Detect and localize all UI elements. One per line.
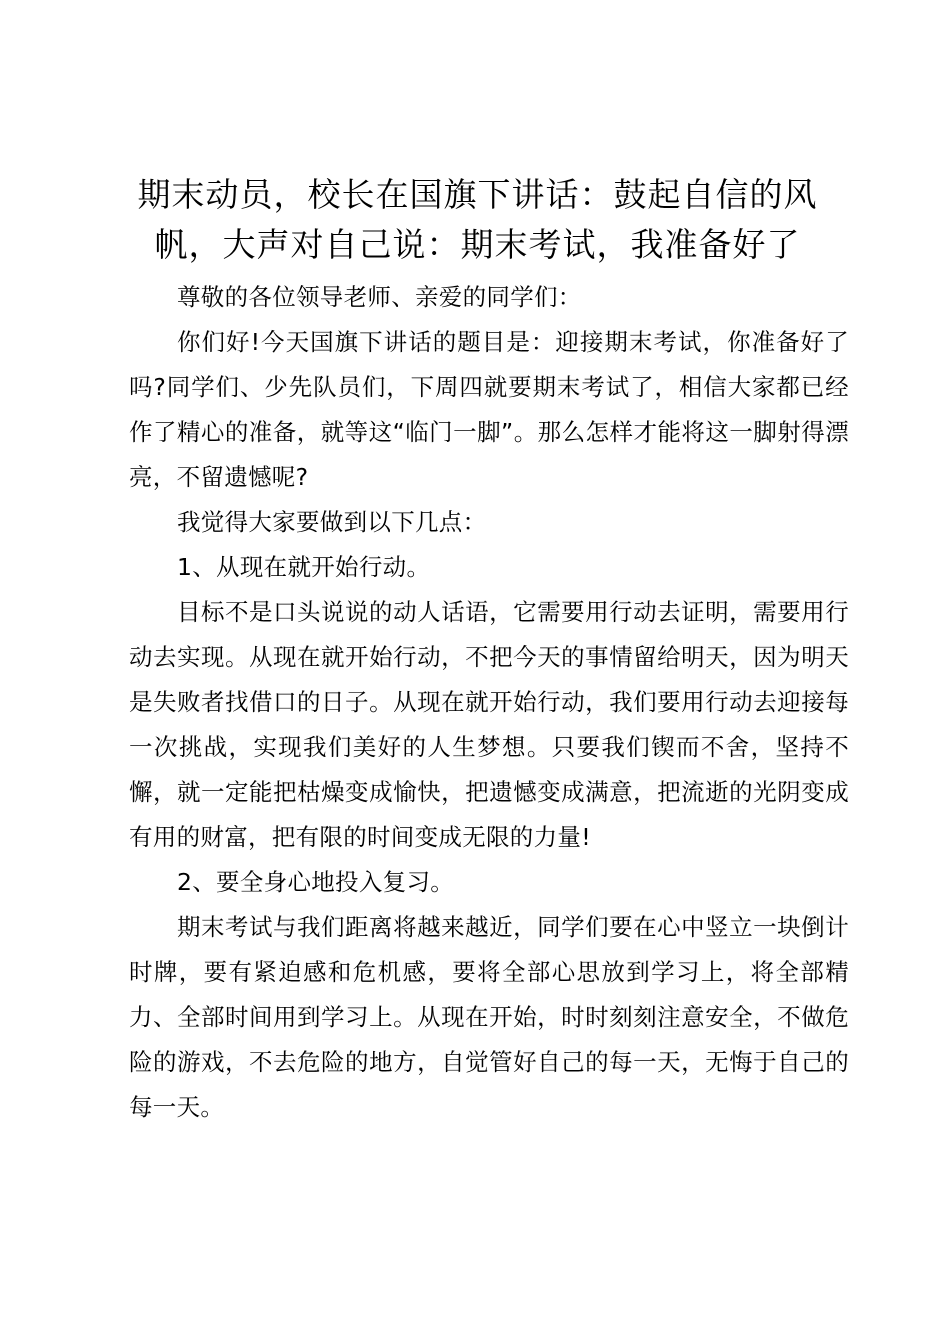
- paragraph-points-lead: 我觉得大家要做到以下几点：: [177, 508, 487, 536]
- document-body: [129, 275, 849, 1130]
- point-heading-2: 2、要全身心地投入复习。: [177, 868, 455, 896]
- paragraph-point-1: 目标不是口头说说的动人话语，它需要用行动去证明，需要用行动去实现。从现在就开始行动，不把今天的事情留给明天，因为明天是失败者找借口的日子。从现在就开始行动，我们要用行动去迎接每一次挑战，实现我们美好的人生梦想。只要我们锲而不舍，坚持不懈，就一定能把枯燥变成愉快，把遗憾变成满意，把流逝的光阴变成有用的财富，把有限的时间变成无限的力量!: [129, 598, 849, 851]
- point-heading-1: 1、从现在就开始行动。: [177, 553, 431, 581]
- paragraph-greeting: 尊敬的各位领导老师、亲爱的同学们：: [177, 283, 582, 311]
- paragraph-intro: 你们好!今天国旗下讲话的题目是：迎接期末考试，你准备好了吗?同学们、少先队员们，下周四就要期末考试了，相信大家都已经作了精心的准备，就等这“临门一脚”。那么怎样才能将这一脚射得漂亮，不留遗憾呢?: [129, 328, 849, 491]
- document-title: 期末动员，校长在国旗下讲话：鼓起自信的风帆，大声对自己说：期末考试，我准备好了: [137, 175, 818, 264]
- paragraph-point-2: 期末考试与我们距离将越来越近，同学们要在心中竖立一块倒计时牌，要有紧迫感和危机感，要将全部心思放到学习上，将全部精力、全部时间用到学习上。从现在开始，时时刻刻注意安全，不做危险的游戏，不去危险的地方，自觉管好自己的每一天，无悔于自己的每一天。: [129, 913, 849, 1121]
